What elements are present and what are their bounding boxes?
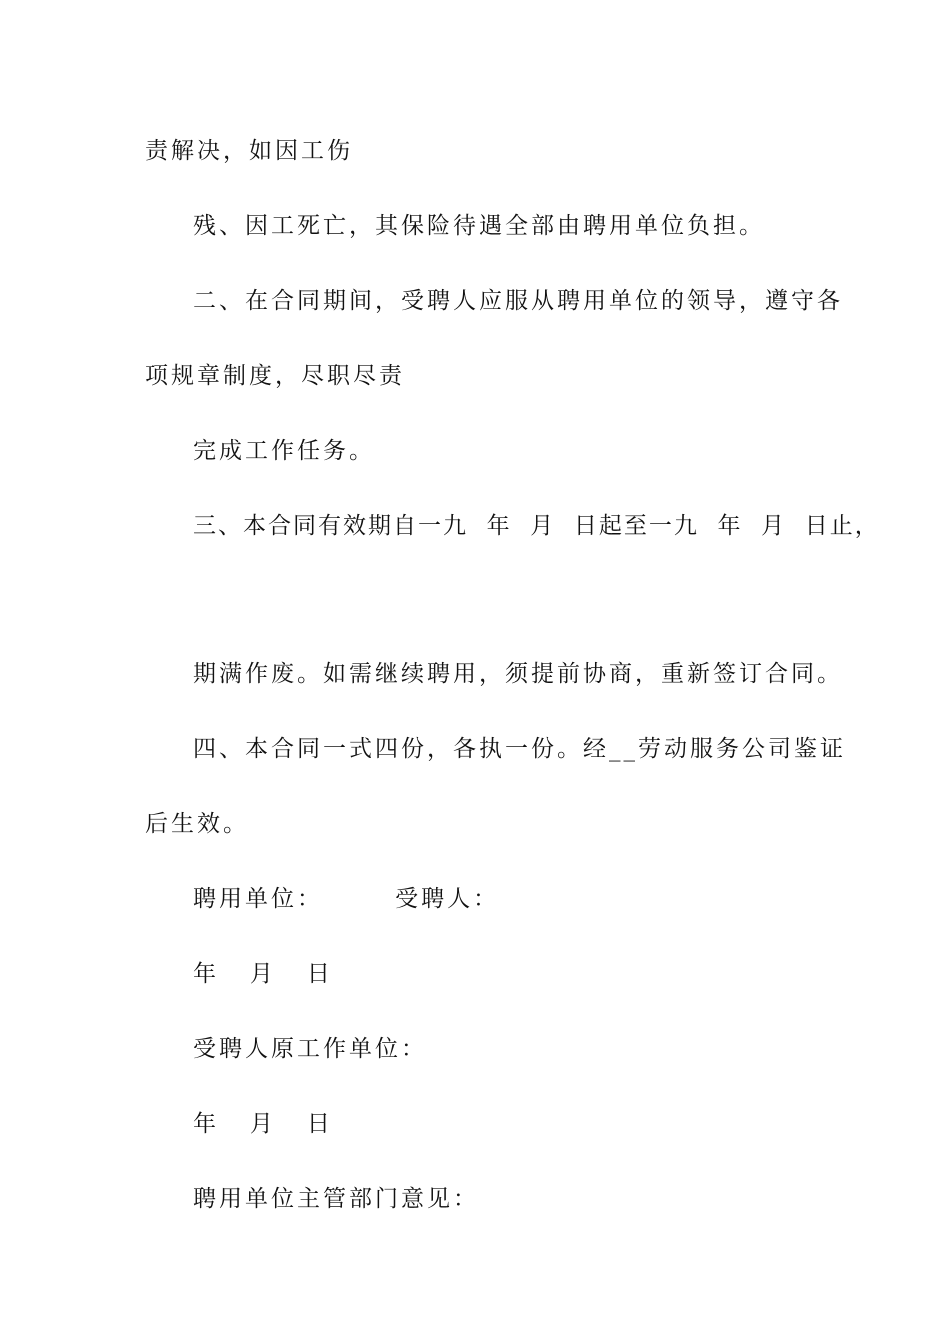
text-line-7: 期满作废。如需继续聘用，须提前协商，重新签订合同。	[193, 661, 843, 687]
text-line-4: 项规章制度，尽职尽责	[145, 363, 405, 389]
date-line-1: 年 月 日	[193, 961, 333, 987]
department-opinion-label: 聘用单位主管部门意见：	[193, 1186, 479, 1212]
text-line-2: 残、因工死亡，其保险待遇全部由聘用单位负担。	[193, 213, 765, 239]
original-employer-label: 受聘人原工作单位：	[193, 1036, 427, 1062]
text-line-9: 后生效。	[145, 811, 249, 837]
signature-labels: 聘用单位： 受聘人：	[193, 886, 500, 912]
date-line-2: 年 月 日	[193, 1111, 333, 1137]
text-line-1: 责解决，如因工伤	[145, 138, 353, 164]
text-line-3: 二、在合同期间，受聘人应服从聘用单位的领导，遵守各	[193, 288, 843, 314]
text-line-5: 完成工作任务。	[193, 438, 375, 464]
text-line-8: 四、本合同一式四份，各执一份。经__劳动服务公司鉴证	[193, 736, 846, 762]
text-line-6: 三、本合同有效期自一九 年 月 日起至一九 年 月 日止，	[193, 513, 880, 539]
